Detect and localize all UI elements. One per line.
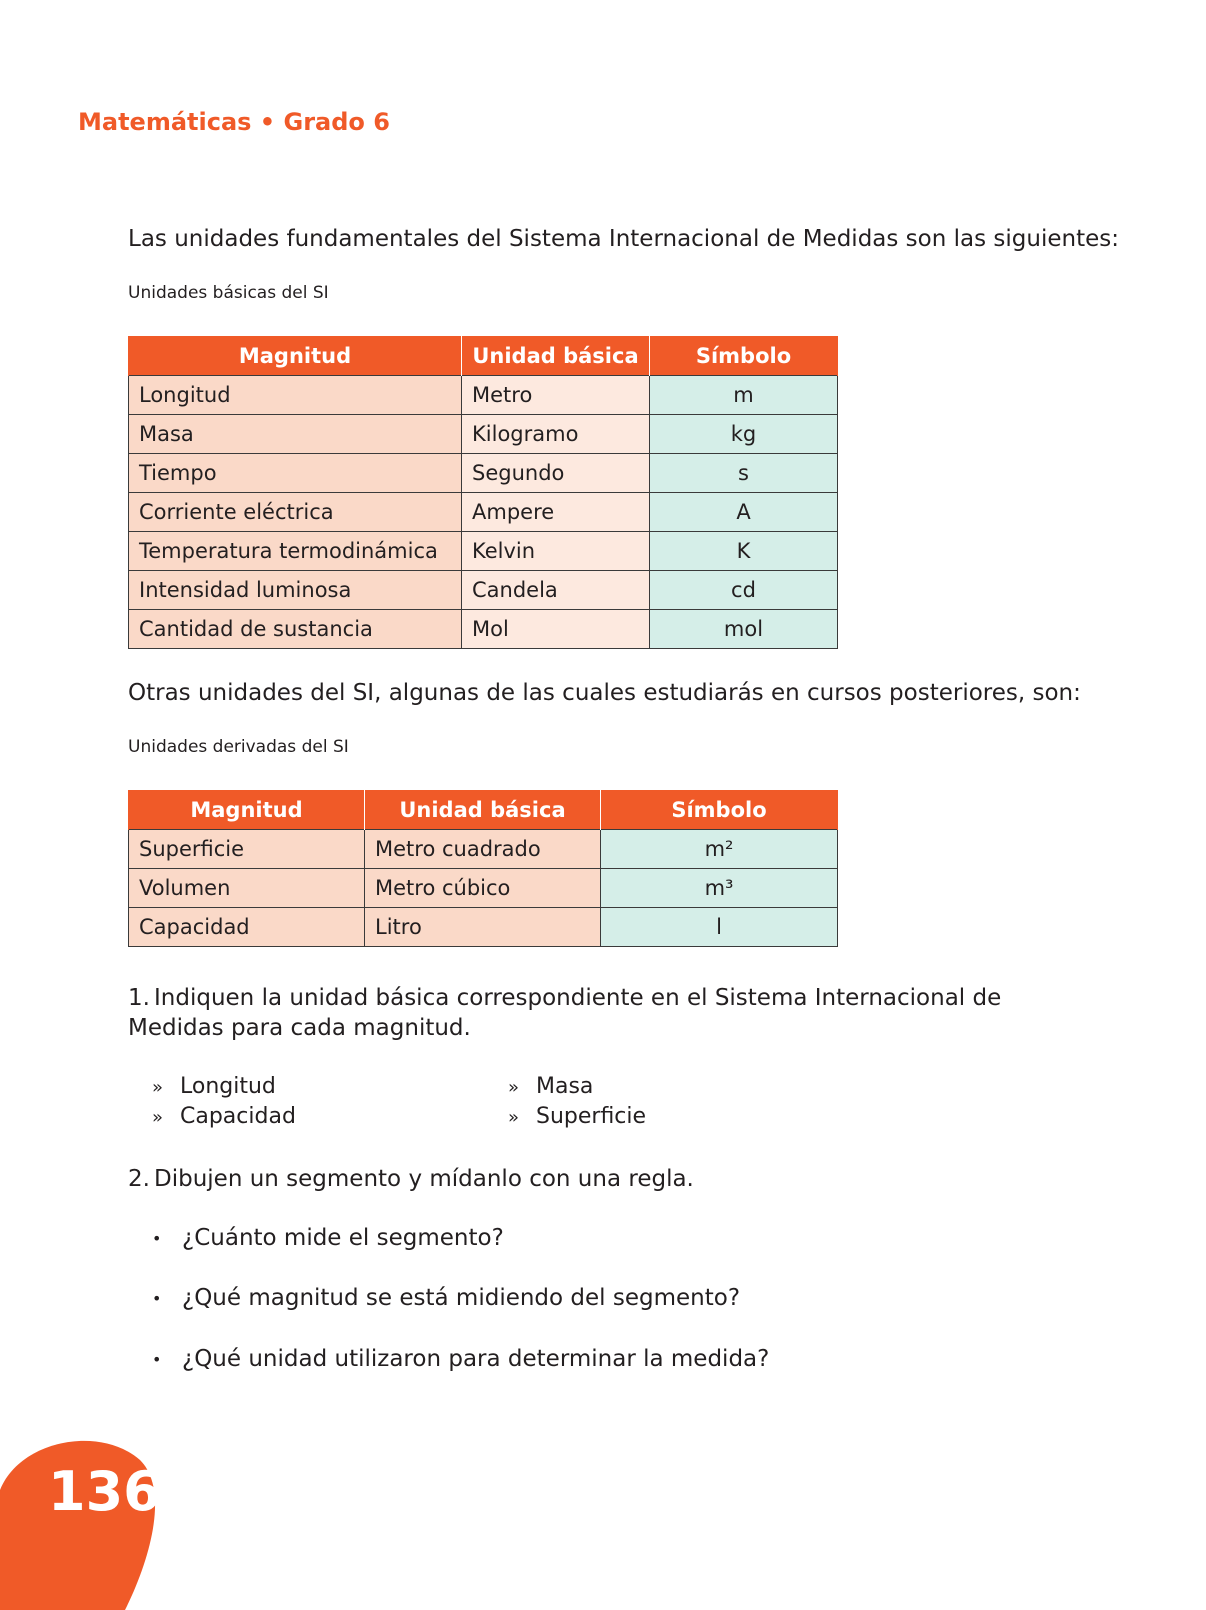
bullet-icon: • [152,1350,162,1369]
question-number: 2. [128,1166,150,1192]
basic-units-table [128,336,838,649]
cell-unidad: Metro [462,376,650,415]
cell-unidad: Kelvin [462,532,650,571]
cell-unidad: Ampere [462,493,650,532]
table-header-row [129,337,838,376]
cell-magnitud: Masa [129,415,462,454]
cell-magnitud: Tiempo [129,454,462,493]
header-unidad: Unidad básica [365,791,601,830]
cell-unidad: Metro cúbico [365,869,601,908]
cell-unidad: Litro [365,908,601,947]
chevron-marker-icon: » [508,1077,520,1098]
header-magnitud: Magnitud [129,337,462,376]
cell-unidad: Kilogramo [462,415,650,454]
table-row [129,571,838,610]
list-item: » Superficie [508,1104,647,1129]
chevron-marker-icon: » [508,1107,520,1128]
table-row [129,830,838,869]
cell-simbolo: m [650,376,838,415]
cell-simbolo: K [650,532,838,571]
cell-unidad: Mol [462,610,650,649]
question-2 [128,1164,694,1194]
cell-simbolo: A [650,493,838,532]
derived-units-table [128,790,838,947]
list-item: • ¿Cuánto mide el segmento? [152,1225,504,1251]
question-text: Indiquen la unidad básica correspondiente en el Sistema Internacional de Medidas para cada magnitud. [128,985,1002,1041]
cell-magnitud: Superficie [129,830,365,869]
list-item: » Longitud [152,1074,276,1099]
table-row [129,454,838,493]
cell-unidad: Candela [462,571,650,610]
table-row [129,532,838,571]
cell-simbolo: l [601,908,838,947]
cell-simbolo: s [650,454,838,493]
cell-magnitud: Corriente eléctrica [129,493,462,532]
table-row [129,869,838,908]
list-item: • ¿Qué magnitud se está midiendo del segmento? [152,1285,741,1311]
other-units-text: Otras unidades del SI, algunas de las cuales estudiarás en cursos posteriores, son: [128,680,1081,706]
cell-magnitud: Cantidad de sustancia [129,610,462,649]
cell-magnitud: Longitud [129,376,462,415]
header-simbolo: Símbolo [601,791,838,830]
cell-magnitud: Temperatura termodinámica [129,532,462,571]
list-item: » Masa [508,1074,594,1099]
cell-unidad: Metro cuadrado [365,830,601,869]
table-row [129,376,838,415]
page-header: Matemáticas • Grado 6 [78,108,390,136]
table-header-row [129,791,838,830]
table-row [129,415,838,454]
cell-simbolo: cd [650,571,838,610]
table-row [129,908,838,947]
page-number: 136 [48,1460,161,1523]
cell-simbolo: m² [601,830,838,869]
cell-simbolo: kg [650,415,838,454]
cell-magnitud: Intensidad luminosa [129,571,462,610]
bullet-icon: • [152,1289,162,1308]
cell-unidad: Segundo [462,454,650,493]
question-number: 1. [128,985,150,1011]
header-simbolo: Símbolo [650,337,838,376]
bullet-icon: • [152,1229,162,1248]
question-text: Dibujen un segmento y mídanlo con una regla. [154,1166,694,1192]
header-magnitud: Magnitud [129,791,365,830]
table2-caption: Unidades derivadas del SI [128,737,349,757]
cell-simbolo: m³ [601,869,838,908]
list-item: » Capacidad [152,1104,296,1129]
table1-caption: Unidades básicas del SI [128,283,329,303]
table-row [129,610,838,649]
table-row [129,493,838,532]
header-unidad: Unidad básica [462,337,650,376]
intro-text: Las unidades fundamentales del Sistema Internacional de Medidas son las siguientes: [128,226,1119,252]
chevron-marker-icon: » [152,1107,164,1128]
cell-simbolo: mol [650,610,838,649]
list-item: • ¿Qué unidad utilizaron para determinar la medida? [152,1346,770,1372]
chevron-marker-icon: » [152,1077,164,1098]
question-1 [128,983,1028,1043]
cell-magnitud: Capacidad [129,908,365,947]
cell-magnitud: Volumen [129,869,365,908]
